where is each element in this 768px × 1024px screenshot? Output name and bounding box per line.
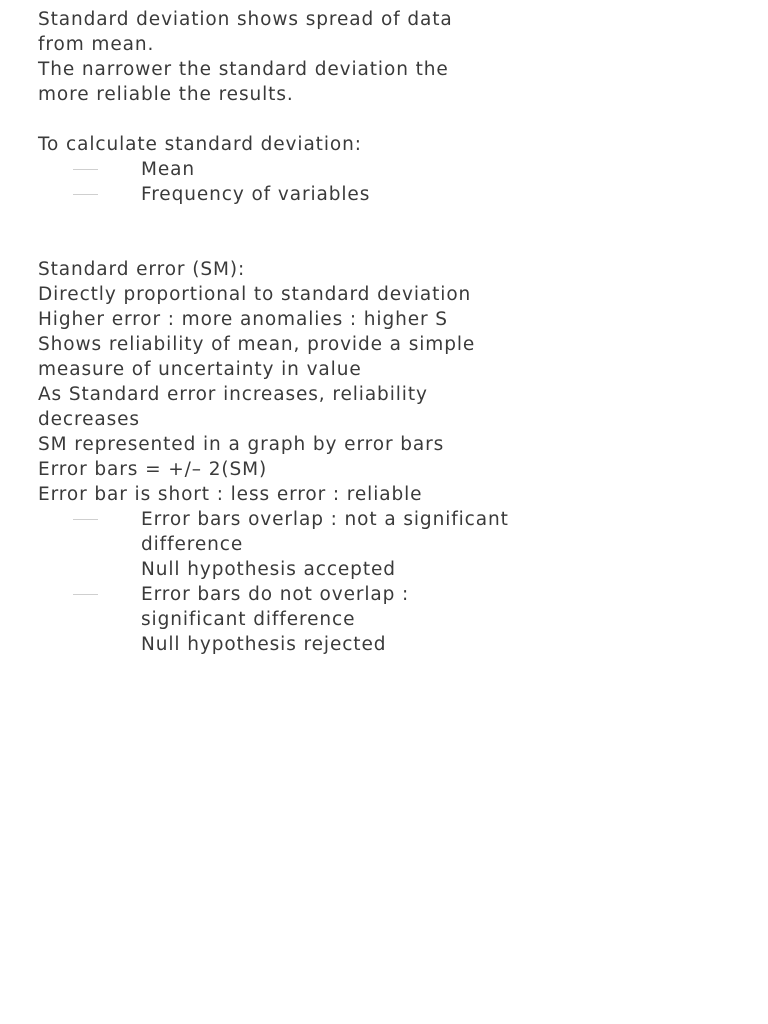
list-item-text: difference bbox=[141, 534, 244, 555]
list-item-text: Error bars overlap : not a significant bbox=[141, 509, 509, 530]
calc-heading: To calculate standard deviation: bbox=[38, 134, 362, 155]
calc-list bbox=[38, 157, 738, 207]
intro-line: Standard deviation shows spread of data bbox=[38, 9, 453, 30]
list-item-text: Mean bbox=[141, 159, 196, 180]
list-item-text: significant difference bbox=[141, 609, 356, 630]
dash-bullet-icon bbox=[73, 194, 98, 195]
note-body bbox=[38, 7, 738, 657]
intro-line: The narrower the standard deviation the bbox=[38, 59, 449, 80]
spacer bbox=[38, 207, 738, 232]
list-item bbox=[38, 507, 738, 582]
spacer bbox=[38, 107, 738, 132]
list-item-text: Frequency of variables bbox=[141, 184, 371, 205]
se-line: decreases bbox=[38, 409, 140, 430]
se-line: Directly proportional to standard deviation bbox=[38, 284, 472, 305]
list-item bbox=[38, 582, 738, 657]
spacer bbox=[38, 232, 738, 257]
dash-bullet-icon bbox=[73, 594, 98, 595]
list-item bbox=[38, 182, 738, 207]
se-line: Error bar is short : less error : reliable bbox=[38, 484, 423, 505]
intro-line: more reliable the results. bbox=[38, 84, 294, 105]
list-item-text: Null hypothesis accepted bbox=[141, 559, 396, 580]
dash-bullet-icon bbox=[73, 169, 98, 170]
se-line: Error bars = +/– 2(SM) bbox=[38, 459, 268, 480]
se-line: measure of uncertainty in value bbox=[38, 359, 362, 380]
list-item-text: Error bars do not overlap : bbox=[141, 584, 410, 605]
list-item-text: Null hypothesis rejected bbox=[141, 634, 387, 655]
se-line: Higher error : more anomalies : higher S bbox=[38, 309, 448, 330]
error-bar-list bbox=[38, 507, 738, 657]
se-heading: Standard error (SM): bbox=[38, 259, 246, 280]
se-line: As Standard error increases, reliability bbox=[38, 384, 428, 405]
list-item bbox=[38, 157, 738, 182]
intro-line: from mean. bbox=[38, 34, 155, 55]
dash-bullet-icon bbox=[73, 519, 98, 520]
se-line: SM represented in a graph by error bars bbox=[38, 434, 445, 455]
se-line: Shows reliability of mean, provide a simple bbox=[38, 334, 476, 355]
